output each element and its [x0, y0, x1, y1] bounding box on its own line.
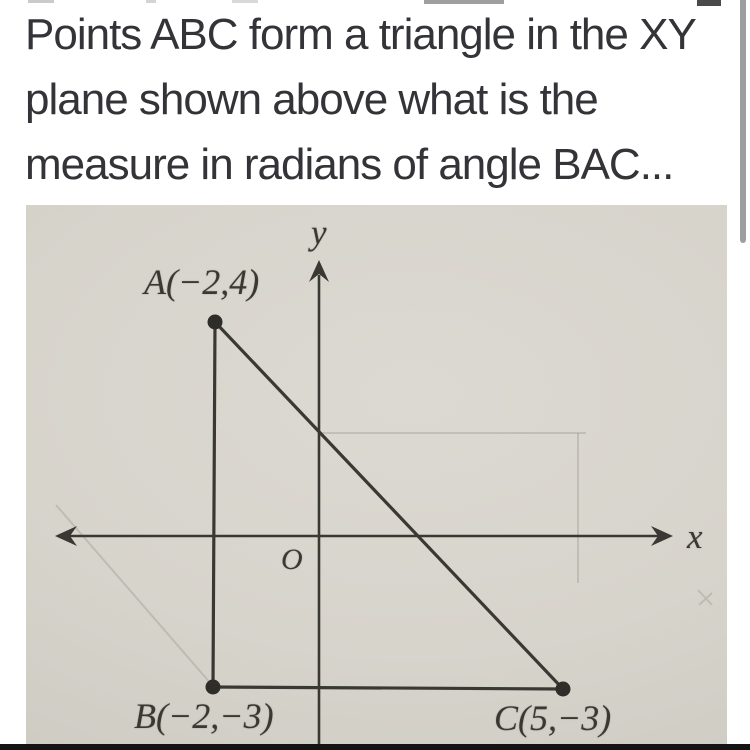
figure-photo — [26, 205, 727, 744]
point-label-B: B(−2,−3) — [134, 696, 274, 736]
vertex-dot-B — [206, 680, 221, 695]
faint-pencil-marks — [56, 433, 712, 685]
bottom-bar — [0, 744, 750, 750]
scrollbar-thumb[interactable] — [740, 0, 746, 243]
vertex-dot-C — [556, 682, 571, 697]
point-label-C: C(5,−3) — [494, 698, 612, 738]
triangle-sides — [213, 322, 563, 689]
question-line-2: plane shown above what is the — [25, 75, 598, 124]
question-text — [25, 2, 741, 197]
x-axis — [55, 526, 673, 546]
triangle-diagram — [26, 205, 727, 744]
origin-label: O — [281, 543, 303, 576]
question-line-1: Points ABC form a triangle in the XY — [25, 10, 696, 59]
side-AB — [213, 322, 215, 687]
question-line-3: measure in radians of angle BAC... — [25, 140, 674, 189]
y-axis-label: y — [311, 213, 327, 252]
vertex-dot-A — [208, 315, 223, 330]
side-BC — [213, 687, 563, 689]
side-AC — [215, 322, 563, 689]
y-axis — [309, 260, 329, 744]
x-axis-label: x — [687, 517, 703, 556]
point-label-A: A(−2,4) — [144, 262, 260, 302]
